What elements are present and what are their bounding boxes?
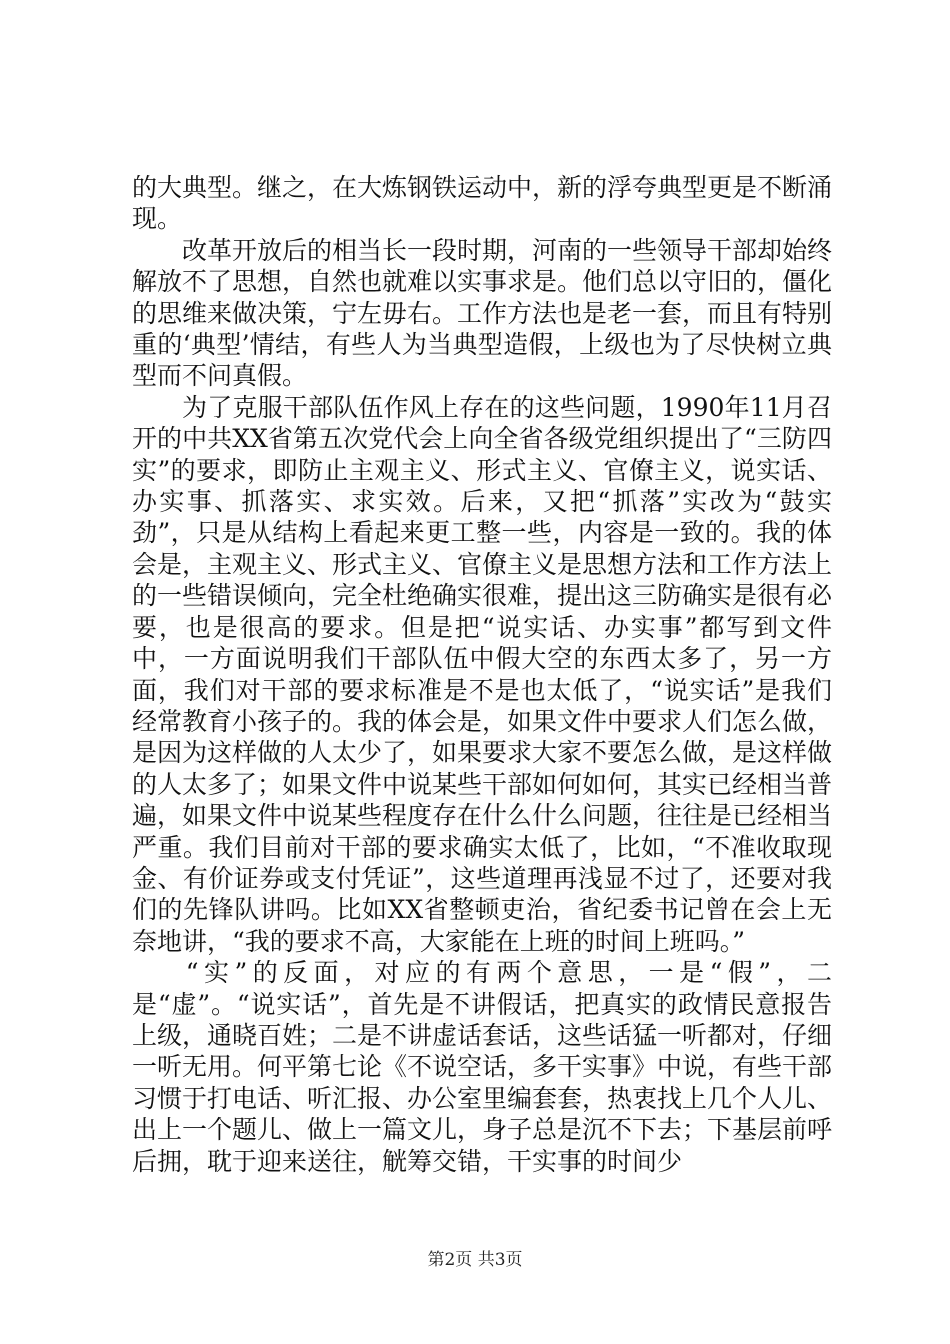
paragraph-1: 的大典型。继之，在大炼钢铁运动中，新的浮夸典型更是不断涌现。 bbox=[132, 173, 833, 234]
page-number-footer: 第2页 共3页 bbox=[427, 1250, 523, 1270]
paragraph-3: 为了克服干部队伍作风上存在的这些问题，1990年11月召开的中共XX省第五次党代会上向全省各级党组织提出了“三防四实”的要求，即防止主观主义、形式主义、官僚主义，说实话、办实事、抓落实、求实效。后来，又把“抓落”实改为“鼓实劲”，只是从结构上看起来更工整一些，内容是一致的。我的体会是，主观主义、形式主义、官僚主义是思想方法和工作方法上的一些错误倾向，完全杜绝确实很难，提出这三防确实是很有必要，也是很高的要求。但是把“说实话、办实事”都写到文件中，一方面说明我们干部队伍中假大空的东西太多了，另一方面，我们对干部的要求标准是不是也太低了，“说实话”是我们经常教育小孩子的。我的体会是，如果文件中要求人们怎么做，是因为这样做的人太少了，如果要求大家不要怎么做，是这样做的人太多了；如果文件中说某些干部如何如何，其实已经相当普遍，如果文件中说某些程度存在什么什么问题，往往是已经相当严重。我们目前对干部的要求确实太低了，比如，“不准收取现金、有价证券或支付凭证”，这些道理再浅显不过了，还要对我们的先锋队讲吗。比如XX省整顿吏治，省纪委书记曾在会上无奈地讲，“我的要求不高，大家能在上班的时间上班吗。” bbox=[132, 392, 833, 956]
paragraph-2: 改革开放后的相当长一段时期，河南的一些领导干部却始终解放不了思想，自然也就难以实事求是。他们总以守旧的，僵化的思维来做决策，宁左毋右。工作方法也是老一套，而且有特别重的‘典型’情结，有些人为当典型造假，上级也为了尽快树立典型而不问真假。 bbox=[132, 235, 833, 391]
paragraph-4: “实”的反面，对应的有两个意思，一是“假”，二是“虚”。“说实话”，首先是不讲假话，把真实的政情民意报告上级，通晓百姓；二是不讲虚话套话，这些话猛一听都对，仔细一听无用。何平第七论《不说空话，多干实事》中说，有些干部习惯于打电话、听汇报、办公室里编套套，热衷找上几个人儿、出上一个题儿、做上一篇文儿，身子总是沉不下去；下基层前呼后拥，耽于迎来送往，觥筹交错，干实事的时间少 bbox=[132, 958, 833, 1176]
document-body bbox=[132, 172, 832, 1177]
